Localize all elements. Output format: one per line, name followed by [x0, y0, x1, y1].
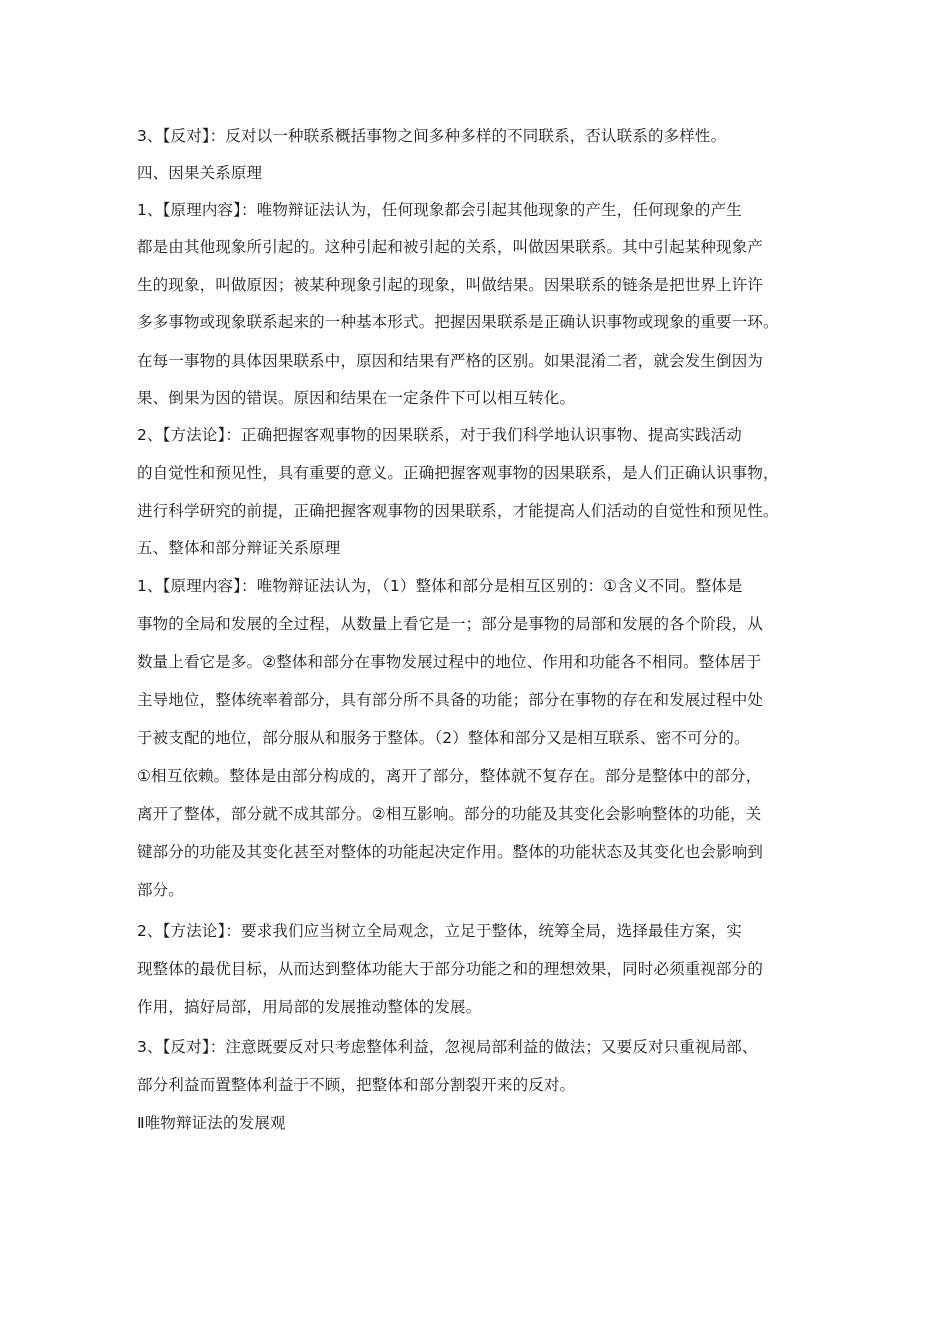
text-line: 多多事物或现象联系起来的一种基本形式。把握因果联系是正确认识事物或现象的重要一环。	[137, 313, 779, 331]
text-line: 数量上看它是多。②整体和部分在事物发展过程中的地位、作用和功能各不相同。整体居于	[137, 653, 762, 671]
text-line: 1、【原理内容】：唯物辩证法认为，任何现象都会引起其他现象的产生，任何现象的产生	[137, 201, 742, 219]
text-line: 2、【方法论】：要求我们应当树立全局观念，立足于整体，统筹全局，选择最佳方案，实	[137, 922, 742, 940]
text-line: 离开了整体，部分就不成其部分。②相互影响。部分的功能及其变化会影响整体的功能，关	[137, 805, 762, 823]
text-line: 的自觉性和预见性，具有重要的意义。正确把握客观事物的因果联系，是人们正确认识事物，	[137, 464, 779, 482]
text-line: 2、【方法论】：正确把握客观事物的因果联系，对于我们科学地认识事物、提高实践活动	[137, 426, 742, 444]
section-heading: 五、整体和部分辩证关系原理	[137, 539, 341, 557]
text-line: 3、【反对】：反对以一种联系概括事物之间多种多样的不同联系，否认联系的多样性。	[137, 127, 727, 145]
text-line: 1、【原理内容】：唯物辩证法认为，（1）整体和部分是相互区别的：①含义不同。整体是	[137, 577, 743, 595]
text-line: 进行科学研究的前提，正确把握客观事物的因果联系，才能提高人们活动的自觉性和预见性。	[137, 502, 779, 520]
text-line: ①相互依赖。整体是由部分构成的，离开了部分，整体就不复存在。部分是整体中的部分，	[137, 767, 762, 785]
text-line: 作用，搞好局部，用局部的发展推动整体的发展。	[137, 998, 482, 1016]
text-line: 事物的全局和发展的全过程，从数量上看它是一；部分是事物的局部和发展的各个阶段，从	[137, 615, 764, 633]
text-line: 在每一事物的具体因果联系中，原因和结果有严格的区别。如果混淆二者，就会发生倒因为	[137, 352, 764, 370]
text-line: 生的现象，叫做原因；被某种现象引起的现象，叫做结果。因果联系的链条是把世界上许许	[137, 276, 764, 294]
section-heading: Ⅱ唯物辩证法的发展观	[137, 1114, 286, 1132]
text-line: 现整体的最优目标，从而达到整体功能大于部分功能之和的理想效果，同时必须重视部分的	[137, 960, 764, 978]
text-line: 主导地位，整体统率着部分，具有部分所不具备的功能；部分在事物的存在和发展过程中处	[137, 691, 764, 709]
section-heading: 四、因果关系原理	[137, 164, 263, 182]
text-line: 部分利益而置整体利益于不顾，把整体和部分割裂开来的反对。	[137, 1076, 576, 1094]
text-line: 于被支配的地位，部分服从和服务于整体。（2）整体和部分又是相互联系、密不可分的。	[137, 729, 750, 747]
text-line: 键部分的功能及其变化甚至对整体的功能起决定作用。整体的功能状态及其变化也会影响到	[137, 843, 764, 861]
text-line: 3、【反对】：注意既要反对只考虑整体利益，忽视局部利益的做法；又要反对只重视局部、	[137, 1038, 758, 1056]
text-line: 部分。	[137, 881, 184, 899]
text-line: 都是由其他现象所引起的。这种引起和被引起的关系，叫做因果联系。其中引起某种现象产	[137, 238, 764, 256]
text-line: 果、倒果为因的错误。原因和结果在一定条件下可以相互转化。	[137, 389, 576, 407]
